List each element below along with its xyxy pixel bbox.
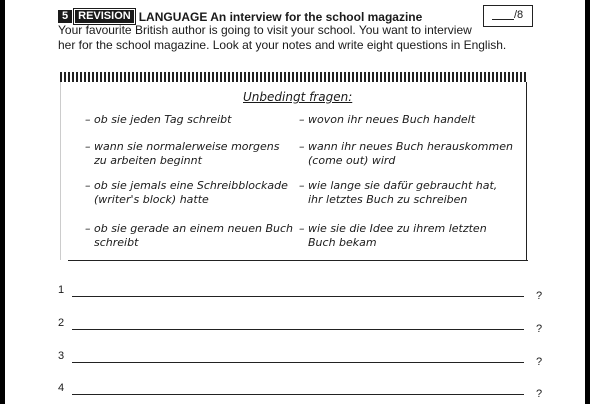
- notes-box: [60, 82, 527, 260]
- score-blank: [492, 19, 514, 20]
- exercise-title: LANGUAGE An interview for the school magazine: [138, 9, 423, 24]
- note-item: – wie lange sie dafür gebraucht hat, ihr letztes Buch zu schreiben: [299, 179, 498, 206]
- note-item: – wann ihr neues Buch herauskommen (come out) wird: [299, 140, 513, 167]
- answer-rule: [72, 296, 524, 297]
- note-item: – ob sie jemals eine Schreibblockade (writer's block) hatte: [85, 179, 288, 206]
- answer-number: 4: [58, 382, 65, 394]
- note-item: – ob sie gerade an einem neuen Buch schreibt: [85, 222, 293, 249]
- note-item: – wie sie die Idee zu ihrem letzten Buch bekam: [299, 222, 487, 249]
- answer-number: 3: [58, 350, 65, 362]
- instructions: [58, 23, 528, 53]
- answer-rule: [72, 362, 524, 363]
- notes-bottom-rule: [68, 260, 528, 261]
- notes-top-bar: [60, 72, 528, 82]
- answer-question-mark: ?: [536, 323, 543, 335]
- answer-number: 2: [58, 317, 65, 329]
- instruction-line-2: her for the school magazine. Look at your notes and write eight questions in English.: [58, 38, 507, 52]
- answer-rule: [72, 394, 524, 395]
- exercise-number: 5: [58, 10, 72, 23]
- notes-heading: Unbedingt fragen:: [243, 90, 353, 104]
- answer-rule: [72, 329, 524, 330]
- note-item: – wann sie normalerweise morgens zu arbeiten beginnt: [85, 140, 280, 167]
- revision-badge: REVISION: [74, 9, 135, 24]
- score-total: /8: [514, 9, 524, 21]
- note-item: – ob sie jeden Tag schreibt: [85, 113, 232, 126]
- instruction-line-1: Your favourite British author is going to visit your school. You want to interview: [58, 23, 472, 37]
- answer-question-mark: ?: [536, 356, 543, 368]
- answer-question-mark: ?: [536, 388, 543, 400]
- right-border: [585, 0, 590, 404]
- left-border: [0, 0, 5, 404]
- answer-question-mark: ?: [536, 290, 543, 302]
- answer-number: 1: [58, 284, 65, 296]
- note-item: – wovon ihr neues Buch handelt: [299, 113, 476, 126]
